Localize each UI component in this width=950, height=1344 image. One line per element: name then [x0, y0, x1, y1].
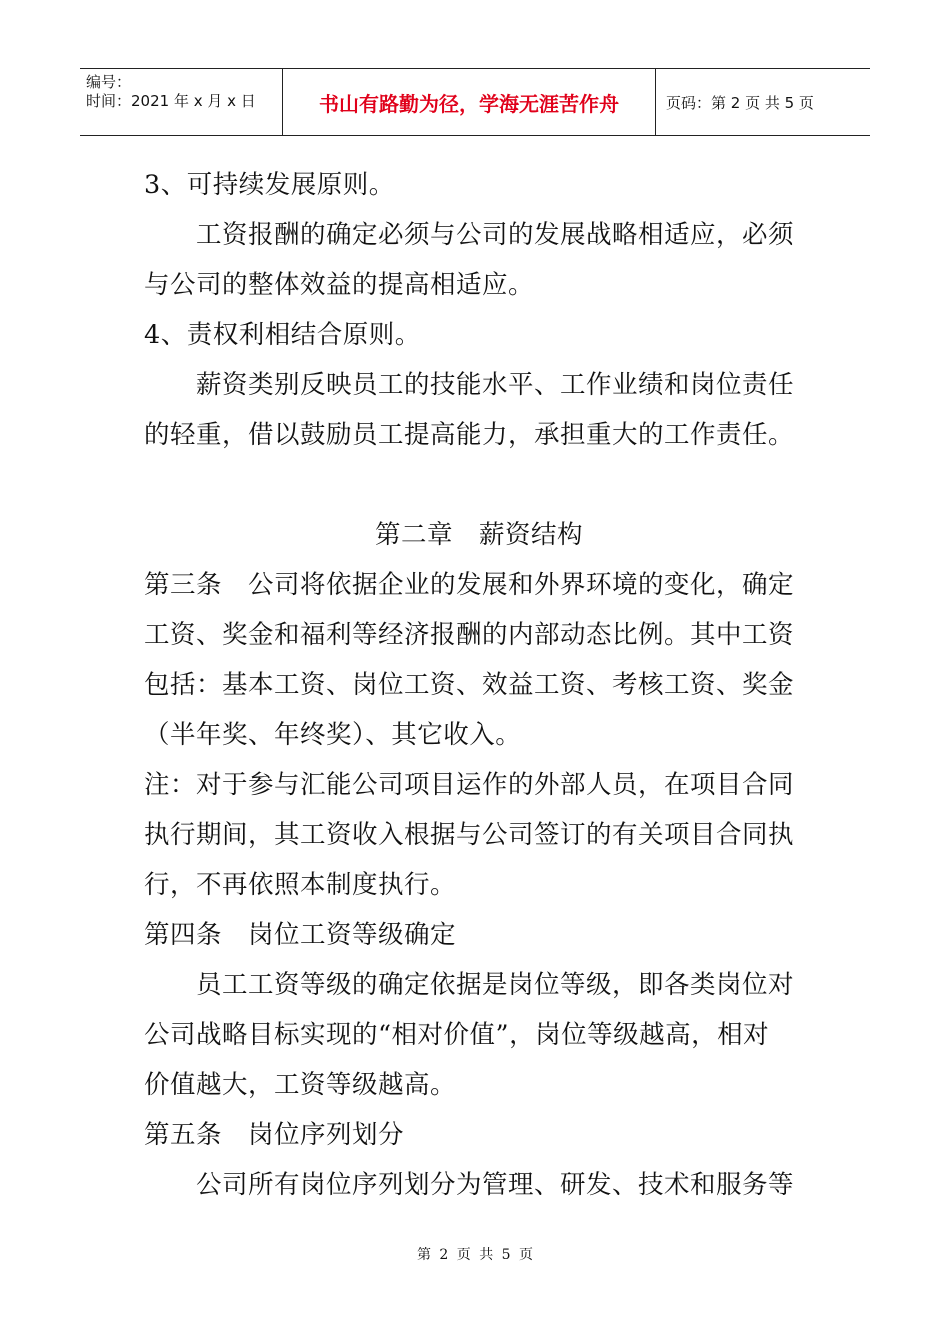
paragraph-line: 工资、奖金和福利等经济报酬的内部动态比例。其中工资 [144, 620, 795, 650]
paragraph-line: 与公司的整体效益的提高相适应。 [144, 270, 535, 300]
paragraph-line: 公司战略目标实现的“相对价值”，岗位等级越高，相对 [144, 1020, 770, 1050]
paragraph-line: 执行期间，其工资收入根据与公司签订的有关项目合同执 [144, 820, 795, 850]
paragraph-line: 包括：基本工资、岗位工资、效益工资、考核工资、奖金 [144, 670, 795, 700]
blank-line [144, 460, 814, 510]
article-line: 第三条 公司将依据企业的发展和外界环境的变化，确定 [144, 570, 795, 600]
paragraph-line: 薪资类别反映员工的技能水平、工作业绩和岗位责任 [196, 370, 795, 400]
note-line: 注：对于参与汇能公司项目运作的外部人员，在项目合同 [144, 770, 795, 800]
article-heading: 第四条 岗位工资等级确定 [144, 920, 457, 950]
header-motto: 书山有路勤为径，学海无涯苦作舟 [282, 69, 656, 135]
paragraph-line: 的轻重，借以鼓励员工提高能力，承担重大的工作责任。 [144, 420, 795, 450]
article-heading: 第五条 岗位序列划分 [144, 1120, 405, 1150]
page-footer: 第 2 页 共 5 页 [416, 1247, 534, 1263]
document-number-label: 编号： [86, 73, 132, 91]
document-date: 时间：2021 年 x 月 x 日 [86, 92, 256, 110]
paragraph-line: 价值越大，工资等级越高。 [144, 1070, 457, 1100]
chapter-title: 第二章 薪资结构 [374, 520, 583, 550]
section-heading: 3、可持续发展原则。 [144, 170, 395, 200]
paragraph-line: （半年奖、年终奖）、其它收入。 [144, 720, 522, 750]
paragraph-line: 行，不再依照本制度执行。 [144, 870, 457, 900]
header-meta [80, 69, 282, 135]
page-header [80, 68, 870, 136]
paragraph-line: 员工工资等级的确定依据是岗位等级，即各类岗位对 [196, 970, 795, 1000]
paragraph-line: 公司所有岗位序列划分为管理、研发、技术和服务等 [196, 1170, 795, 1200]
header-page-info: 页码：第 2 页 共 5 页 [666, 93, 814, 112]
paragraph-line: 工资报酬的确定必须与公司的发展战略相适应，必须 [196, 220, 795, 250]
section-heading: 4、责权利相结合原则。 [144, 320, 421, 350]
document-body [144, 160, 814, 1210]
